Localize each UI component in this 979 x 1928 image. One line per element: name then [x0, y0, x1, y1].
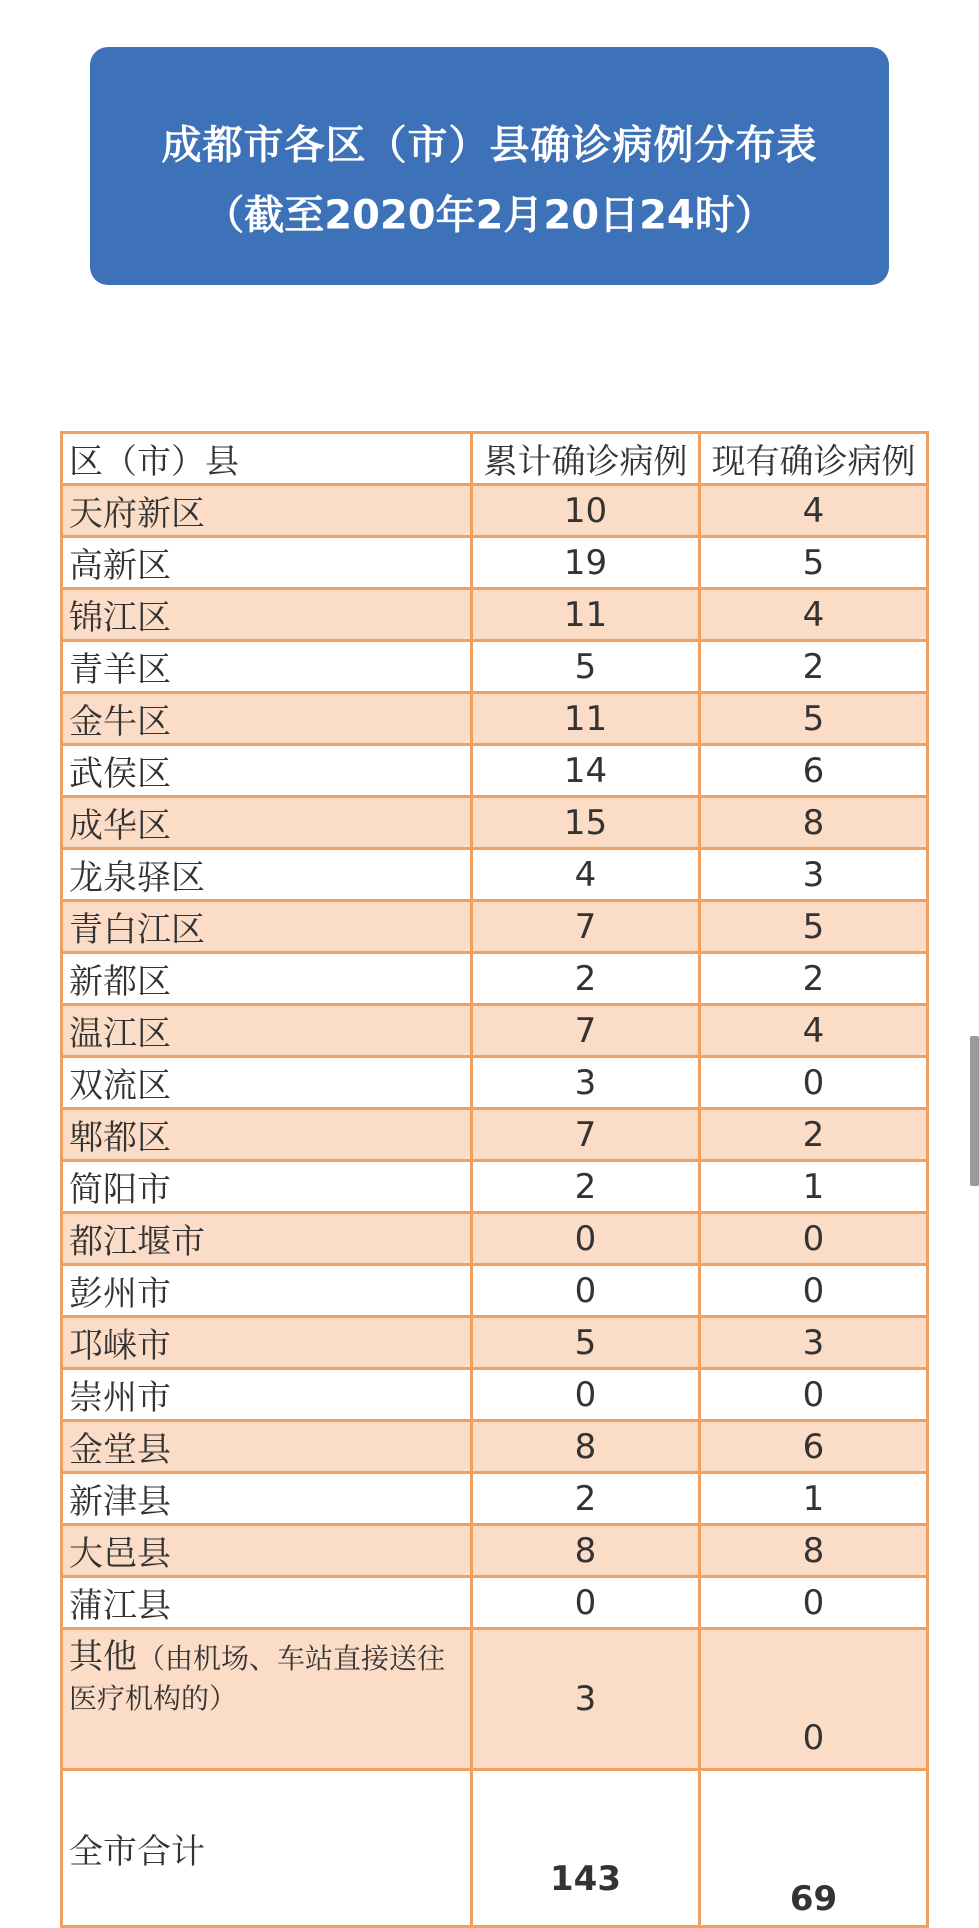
table-header-row: [62, 433, 928, 485]
district-cell: 彭州市: [62, 1265, 472, 1317]
district-cell: 武侯区: [62, 745, 472, 797]
current-cell: 1: [700, 1473, 928, 1525]
table-row: [62, 1317, 928, 1369]
table-row: [62, 641, 928, 693]
table-row: [62, 1577, 928, 1629]
district-cell: 龙泉驿区: [62, 849, 472, 901]
current-cell: 2: [700, 953, 928, 1005]
cumulative-cell: 3: [472, 1629, 700, 1770]
cumulative-cell: 2: [472, 1473, 700, 1525]
district-case-table: [60, 431, 929, 1928]
cumulative-cell: 0: [472, 1577, 700, 1629]
cumulative-cell: 15: [472, 797, 700, 849]
current-cell: 5: [700, 901, 928, 953]
table-row: [62, 901, 928, 953]
current-cell: 0: [700, 1369, 928, 1421]
table-row: [62, 1265, 928, 1317]
current-cell: 0: [700, 1629, 928, 1770]
current-cell: 8: [700, 797, 928, 849]
district-cell: 青白江区: [62, 901, 472, 953]
table-row: [62, 537, 928, 589]
table-row: [62, 1421, 928, 1473]
current-cell: 4: [700, 589, 928, 641]
current-cell: 3: [700, 1317, 928, 1369]
current-cell: 2: [700, 641, 928, 693]
district-cell: 成华区: [62, 797, 472, 849]
table-row: [62, 849, 928, 901]
current-cell: 2: [700, 1109, 928, 1161]
current-cell: 0: [700, 1057, 928, 1109]
cumulative-cell: 8: [472, 1525, 700, 1577]
cumulative-cell: 14: [472, 745, 700, 797]
cumulative-cell: 3: [472, 1057, 700, 1109]
district-cell: 简阳市: [62, 1161, 472, 1213]
table-row: [62, 745, 928, 797]
district-cell: 金牛区: [62, 693, 472, 745]
header-cumulative: 累计确诊病例: [472, 433, 700, 485]
current-cell: 4: [700, 485, 928, 537]
table-row: [62, 1525, 928, 1577]
cumulative-cell: 0: [472, 1265, 700, 1317]
other-district-label: 其他: [69, 1637, 137, 1677]
current-cell: 0: [700, 1265, 928, 1317]
cumulative-cell: 7: [472, 1109, 700, 1161]
cumulative-cell: 11: [472, 589, 700, 641]
district-cell: 大邑县: [62, 1525, 472, 1577]
district-cell: 崇州市: [62, 1369, 472, 1421]
header-district: 区（市）县: [62, 433, 472, 485]
district-cell: 邛崃市: [62, 1317, 472, 1369]
district-cell: 郫都区: [62, 1109, 472, 1161]
district-cell: 蒲江县: [62, 1577, 472, 1629]
district-cell: 双流区: [62, 1057, 472, 1109]
current-cell: 6: [700, 745, 928, 797]
table-row-other: [62, 1629, 928, 1770]
table-row-total: [62, 1770, 928, 1927]
table-row: [62, 589, 928, 641]
table-row: [62, 485, 928, 537]
title-banner: [90, 47, 889, 285]
table-row: [62, 797, 928, 849]
cumulative-cell: 19: [472, 537, 700, 589]
total-current: 69: [700, 1770, 928, 1927]
district-cell: 锦江区: [62, 589, 472, 641]
header-current: 现有确诊病例: [700, 433, 928, 485]
district-cell: 新都区: [62, 953, 472, 1005]
other-district-note: （由机场、车站直接送往医疗机构的）: [69, 1642, 446, 1715]
cumulative-cell: 2: [472, 1161, 700, 1213]
cumulative-cell: 8: [472, 1421, 700, 1473]
page-title: 成都市各区（市）县确诊病例分布表: [161, 122, 818, 169]
district-cell: 青羊区: [62, 641, 472, 693]
table-row: [62, 693, 928, 745]
current-cell: 6: [700, 1421, 928, 1473]
total-label: 全市合计: [62, 1770, 472, 1927]
total-cumulative: 143: [472, 1770, 700, 1927]
table-row: [62, 953, 928, 1005]
current-cell: 5: [700, 537, 928, 589]
current-cell: 0: [700, 1213, 928, 1265]
current-cell: 3: [700, 849, 928, 901]
district-cell: 金堂县: [62, 1421, 472, 1473]
table-row: [62, 1473, 928, 1525]
district-cell: 天府新区: [62, 485, 472, 537]
district-cell: 都江堰市: [62, 1213, 472, 1265]
current-cell: 1: [700, 1161, 928, 1213]
table-row: [62, 1213, 928, 1265]
cumulative-cell: 7: [472, 901, 700, 953]
current-cell: 5: [700, 693, 928, 745]
table-row: [62, 1161, 928, 1213]
cumulative-cell: 2: [472, 953, 700, 1005]
table-row: [62, 1369, 928, 1421]
cumulative-cell: 7: [472, 1005, 700, 1057]
district-cell: 新津县: [62, 1473, 472, 1525]
table-row: [62, 1057, 928, 1109]
current-cell: 4: [700, 1005, 928, 1057]
cumulative-cell: 4: [472, 849, 700, 901]
district-cell: [62, 1629, 472, 1770]
current-cell: 0: [700, 1577, 928, 1629]
cumulative-cell: 10: [472, 485, 700, 537]
current-cell: 8: [700, 1525, 928, 1577]
district-cell: 温江区: [62, 1005, 472, 1057]
table-row: [62, 1109, 928, 1161]
table-row: [62, 1005, 928, 1057]
cumulative-cell: 0: [472, 1369, 700, 1421]
district-cell: 高新区: [62, 537, 472, 589]
cumulative-cell: 5: [472, 641, 700, 693]
cumulative-cell: 0: [472, 1213, 700, 1265]
scrollbar-thumb[interactable]: [970, 1036, 979, 1186]
cumulative-cell: 11: [472, 693, 700, 745]
cumulative-cell: 5: [472, 1317, 700, 1369]
page-subtitle: （截至2020年2月20日24时）: [204, 192, 775, 239]
